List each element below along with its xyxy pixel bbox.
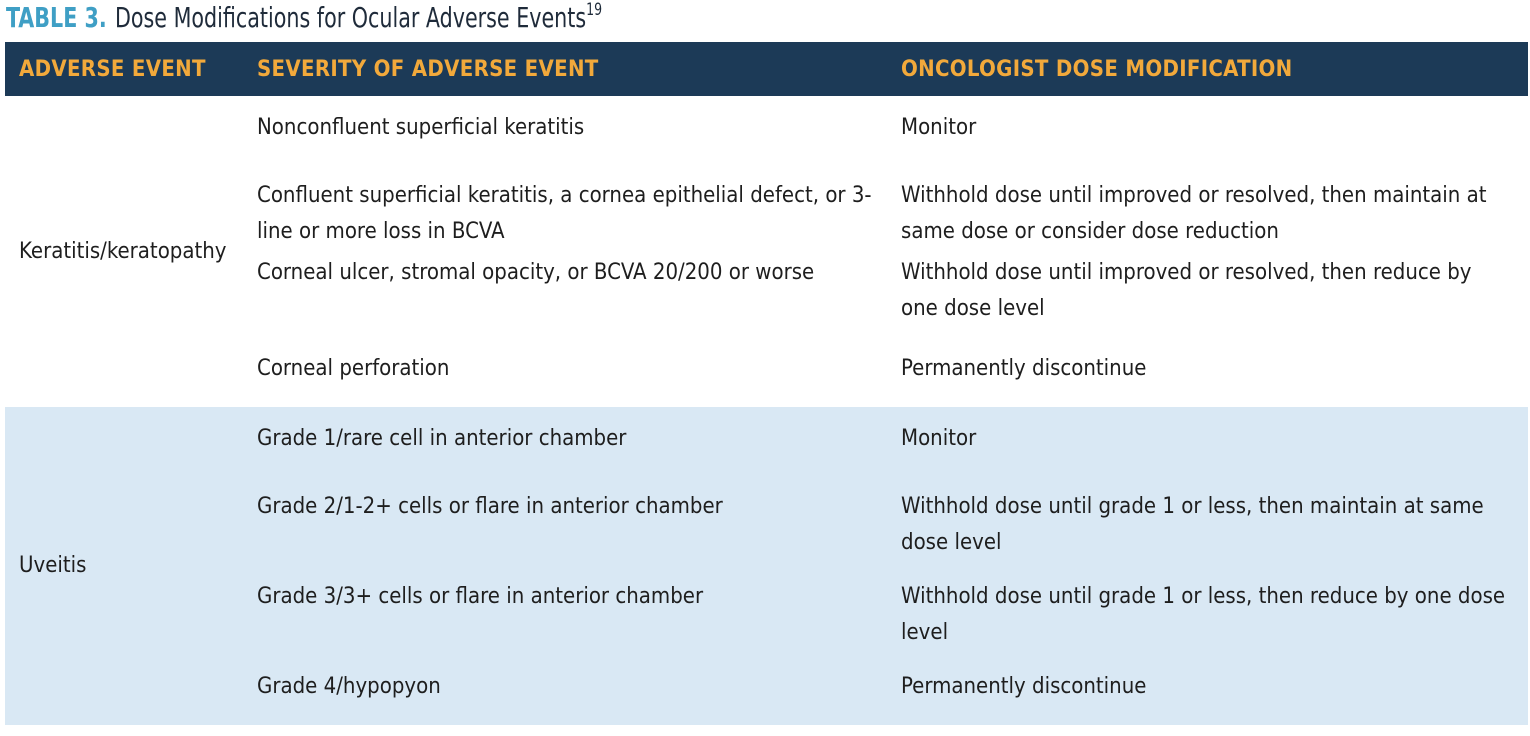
- severity-cell: Grade 2/1-2+ cells or flare in anterior chamber: [257, 477, 901, 567]
- modification-cell: Monitor: [901, 96, 1528, 164]
- table-caption: [115, 0, 602, 34]
- modification-cell: Withhold dose until grade 1 or less, then maintain at same dose level: [901, 477, 1528, 567]
- severity-cell: Corneal perforation: [257, 341, 901, 407]
- modification-cell: Withhold dose until improved or resolved, then reduce by one dose level: [901, 255, 1528, 341]
- header-row: [5, 42, 1528, 96]
- severity-cell: Grade 4/hypopyon: [257, 657, 901, 725]
- severity-cell: Grade 1/rare cell in anterior chamber: [257, 407, 901, 477]
- severity-cell: Grade 3/3+ cells or flare in anterior chamber: [257, 567, 901, 657]
- header-severity: SEVERITY OF ADVERSE EVENT: [257, 42, 901, 96]
- modification-cell: Permanently discontinue: [901, 341, 1528, 407]
- header-adverse-event: ADVERSE EVENT: [5, 42, 257, 96]
- adverse-event-cell: Keratitis/keratopathy: [5, 96, 257, 407]
- table-title: [6, 0, 709, 40]
- reference-superscript: 19: [585, 0, 602, 20]
- modification-cell: Withhold dose until grade 1 or less, then reduce by one dose level: [901, 567, 1528, 657]
- table-row: [5, 407, 1528, 477]
- severity-cell: Nonconfluent superficial keratitis: [257, 96, 901, 164]
- dose-modification-table: [5, 42, 1528, 725]
- modification-cell: Permanently discontinue: [901, 657, 1528, 725]
- severity-cell: Corneal ulcer, stromal opacity, or BCVA 20/200 or worse: [257, 255, 901, 341]
- table-caption-text: Dose Modifications for Ocular Adverse Events: [114, 1, 586, 34]
- table-number-label: TABLE 3.: [6, 1, 107, 34]
- table-row: [5, 96, 1528, 164]
- severity-cell: Confluent superficial keratitis, a cornea epithelial defect, or 3-line or more loss in BCVA: [257, 164, 901, 255]
- modification-cell: Monitor: [901, 407, 1528, 477]
- modification-cell: Withhold dose until improved or resolved, then maintain at same dose or consider dose reduction: [901, 164, 1528, 255]
- header-modification: ONCOLOGIST DOSE MODIFICATION: [901, 42, 1528, 96]
- adverse-event-cell: Uveitis: [5, 407, 257, 725]
